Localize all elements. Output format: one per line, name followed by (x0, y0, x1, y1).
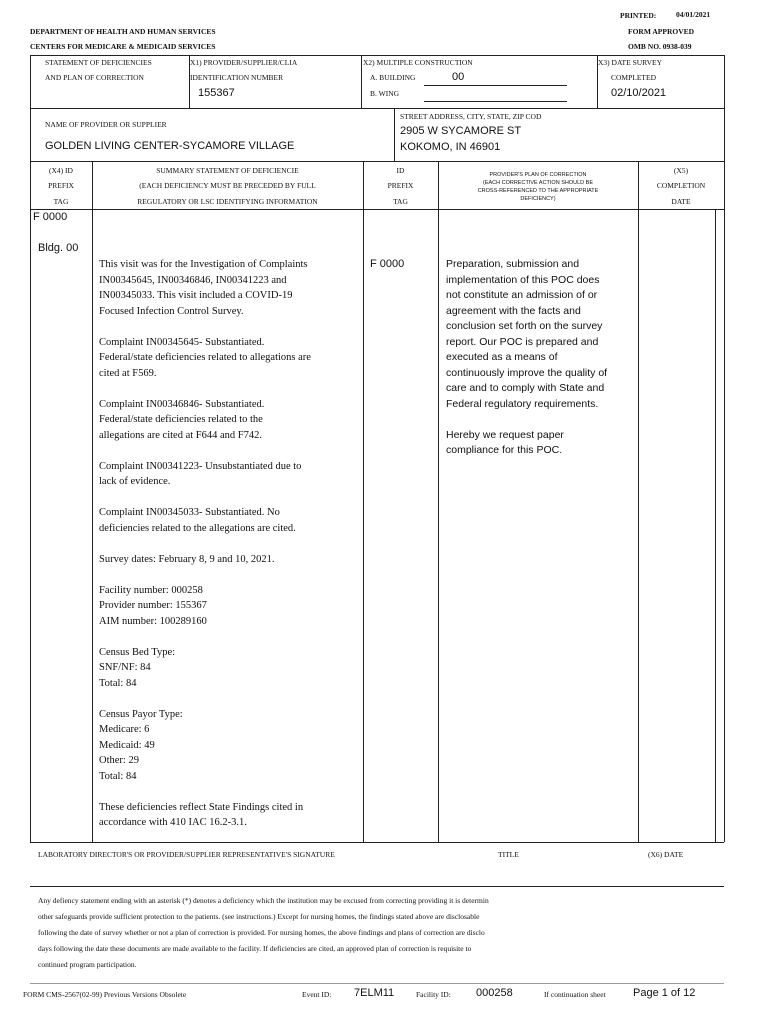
department-name: DEPARTMENT OF HEALTH AND HUMAN SERVICES (30, 27, 216, 36)
poc-line: Hereby we request paper (446, 428, 564, 441)
poc-line: Preparation, submission and (446, 258, 580, 270)
summary-line: This visit was for the Investigation of Complaints (99, 259, 308, 270)
poc-line: executed as a means of (446, 351, 558, 363)
provider-id-value: 155367 (198, 87, 235, 99)
completion-header: COMPLETION (656, 181, 706, 190)
summary-line: SNF/NF: 84 (99, 662, 151, 673)
disclaimer-line: Any defiency statement ending with an asterisk (*) denotes a deficiency which the institution may be excused from correcting providing it is determin (38, 896, 489, 905)
summary-line: IN00345033. This visit included a COVID-19 (99, 290, 293, 301)
poc-line: implementation of this POC does (446, 273, 600, 286)
event-id-value: 7ELM11 (354, 987, 395, 999)
title-label: TITLE (498, 850, 519, 859)
event-id-label: Event ID: (302, 990, 332, 999)
poc-line: Federal regulatory requirements. (446, 397, 599, 410)
survey-completed-date: 02/10/2021 (611, 87, 667, 99)
summary-line: Complaint IN00345645- Substantiated. (99, 336, 265, 348)
summary-paragraph (99, 583, 311, 630)
poc-line: agreement with the facts and (446, 304, 581, 317)
building-value: 00 (452, 71, 465, 83)
x4-id-header: (X4) ID (49, 166, 73, 175)
summary-subheader-1: (EACH DEFICIENCY MUST BE PRECEDED BY FULL (139, 181, 316, 190)
id-tag-header: TAG (393, 197, 408, 206)
form-number: FORM CMS-2567(02-99) Previous Versions Obsolete (23, 990, 187, 999)
summary-statement (99, 257, 311, 846)
poc-subheader-2: CROSS-REFERENCED TO THE APPROPRIATE (477, 188, 599, 194)
centers-name: CENTERS FOR MEDICARE & MEDICAID SERVICES (30, 42, 216, 51)
disclaimer-line: days following the date these documents are made available to the facility. If deficiencies are cited, an approved plan of correction is requisite to (38, 944, 472, 953)
summary-line: Census Bed Type: (99, 646, 176, 658)
facility-id-label: Facility ID: (416, 990, 451, 999)
summary-paragraph (99, 257, 311, 319)
id-header: ID (396, 166, 405, 175)
summary-line: Federal/state deficiencies related to the (99, 414, 263, 425)
disclaimer-line: continued program participation. (38, 960, 137, 969)
form-approved: FORM APPROVED (628, 27, 695, 36)
poc-line: continuously improve the quality of (446, 366, 608, 379)
facility-id-value: 000258 (476, 987, 513, 999)
poc-line: conclusion set forth on the survey (446, 320, 603, 332)
city-state-zip: KOKOMO, IN 46901 (400, 141, 501, 153)
summary-line: allegations are cited at F644 and F742. (99, 429, 263, 441)
summary-line: AIM number: 100289160 (99, 615, 207, 627)
statement-label: STATEMENT OF DEFICIENCIES (45, 58, 152, 67)
summary-paragraph (99, 800, 311, 831)
summary-line: lack of evidence. (99, 476, 171, 487)
summary-line: accordance with 410 IAC 16.2-3.1. (99, 817, 247, 828)
summary-line: Medicare: 6 (99, 724, 150, 735)
summary-line: Survey dates: February 8, 9 and 10, 2021. (99, 553, 275, 565)
address-label: STREET ADDRESS, CITY, STATE, ZIP COD (400, 112, 542, 121)
x6-date-label: (X6) DATE (648, 850, 684, 859)
summary-line: Provider number: 155367 (99, 600, 207, 611)
summary-line: Medicaid: 49 (99, 739, 155, 751)
poc-subheader-1: (EACH CORRECTIVE ACTION SHOULD BE (482, 180, 594, 186)
continuation-label: If continuation sheet (544, 990, 606, 999)
signature-label: LABORATORY DIRECTOR'S OR PROVIDER/SUPPLIER REPRESENTATIVE'S SIGNATURE (38, 850, 335, 859)
provider-id-label: X1) PROVIDER/SUPPLIER/CLIA (190, 58, 298, 67)
poc-paragraph (446, 428, 607, 459)
summary-line: deficiencies related to the allegations are cited. (99, 522, 296, 534)
summary-paragraph (99, 707, 311, 785)
id-prefix-header: PREFIX (387, 181, 414, 190)
summary-line: Total: 84 (99, 677, 137, 689)
identification-number-label: IDENTIFICATION NUMBER (190, 73, 284, 82)
summary-paragraph (99, 505, 311, 536)
building-label: A. BUILDING (370, 73, 416, 82)
wing-label: B. WING (370, 89, 400, 98)
date-header: DATE (671, 197, 691, 206)
id-prefix-tag: F 0000 (370, 258, 405, 270)
omb-number: OMB NO. 0938-039 (628, 42, 692, 51)
provider-name: GOLDEN LIVING CENTER-SYCAMORE VILLAGE (45, 140, 295, 152)
printed-date: 04/01/2021 (676, 10, 711, 19)
poc-line: care and to comply with State and (446, 382, 605, 394)
poc-line: report. Our POC is prepared and (446, 335, 599, 348)
summary-line: These deficiencies reflect State Findings cited in (99, 801, 304, 813)
summary-line: Total: 84 (99, 770, 137, 782)
multiple-construction-label: X2) MULTIPLE CONSTRUCTION (363, 58, 473, 67)
poc-header: PROVIDER'S PLAN OF CORRECTION (489, 172, 587, 178)
summary-line: Complaint IN00341223- Unsubstantiated due to (99, 460, 302, 472)
printed-label: PRINTED: (620, 11, 657, 20)
summary-subheader-2: REGULATORY OR LSC IDENTIFYING INFORMATION (137, 197, 318, 206)
page-number: Page 1 of 12 (633, 987, 696, 999)
summary-paragraph (99, 397, 311, 444)
x4-tag-header: TAG (53, 197, 69, 206)
disclaimer-line: other safeguards provide sufficient protection to the patients. (see instructions.) Except for nursing homes, the findings stated above are disclosable (38, 912, 480, 921)
summary-paragraph (99, 459, 311, 490)
street-address: 2905 W SYCAMORE ST (400, 125, 522, 137)
poc-line: not constitute an admission of or (446, 289, 598, 301)
poc-paragraph (446, 257, 607, 412)
summary-paragraph (99, 335, 311, 382)
summary-line: Other: 29 (99, 755, 139, 766)
disclaimer-line: following the date of survey whether or not a plan of correction is provided. For nursing homes, the above findings and plans of correction are disclo (38, 928, 485, 937)
completed-label: COMPLETED (611, 73, 656, 82)
summary-line: Complaint IN00346846- Substantiated. (99, 398, 265, 410)
summary-line: Complaint IN00345033- Substantiated. No (99, 507, 280, 518)
summary-line: Census Payor Type: (99, 708, 183, 720)
summary-line: cited at F569. (99, 367, 157, 379)
plan-of-correction-label: AND PLAN OF CORRECTION (45, 73, 144, 82)
building-tag: Bldg. 00 (38, 242, 79, 254)
x5-header: (X5) (673, 166, 689, 175)
summary-line: IN00345645, IN00346846, IN00341223 and (99, 274, 287, 286)
poc-line: compliance for this POC. (446, 444, 563, 456)
summary-header: SUMMARY STATEMENT OF DEFICIENCIE (156, 166, 299, 175)
summary-paragraph (99, 645, 311, 692)
plan-of-correction (446, 257, 607, 474)
summary-line: Federal/state deficiencies related to allegations are (99, 352, 311, 363)
poc-subheader-3: DEFICIENCY) (520, 196, 556, 202)
prefix-tag: F 0000 (33, 211, 68, 223)
summary-paragraph (99, 552, 311, 568)
x4-prefix-header: PREFIX (48, 181, 74, 190)
summary-line: Focused Infection Control Survey. (99, 305, 244, 317)
summary-line: Facility number: 000258 (99, 584, 203, 596)
provider-name-label: NAME OF PROVIDER OR SUPPLIER (45, 120, 167, 129)
date-survey-label: X3) DATE SURVEY (598, 58, 662, 67)
